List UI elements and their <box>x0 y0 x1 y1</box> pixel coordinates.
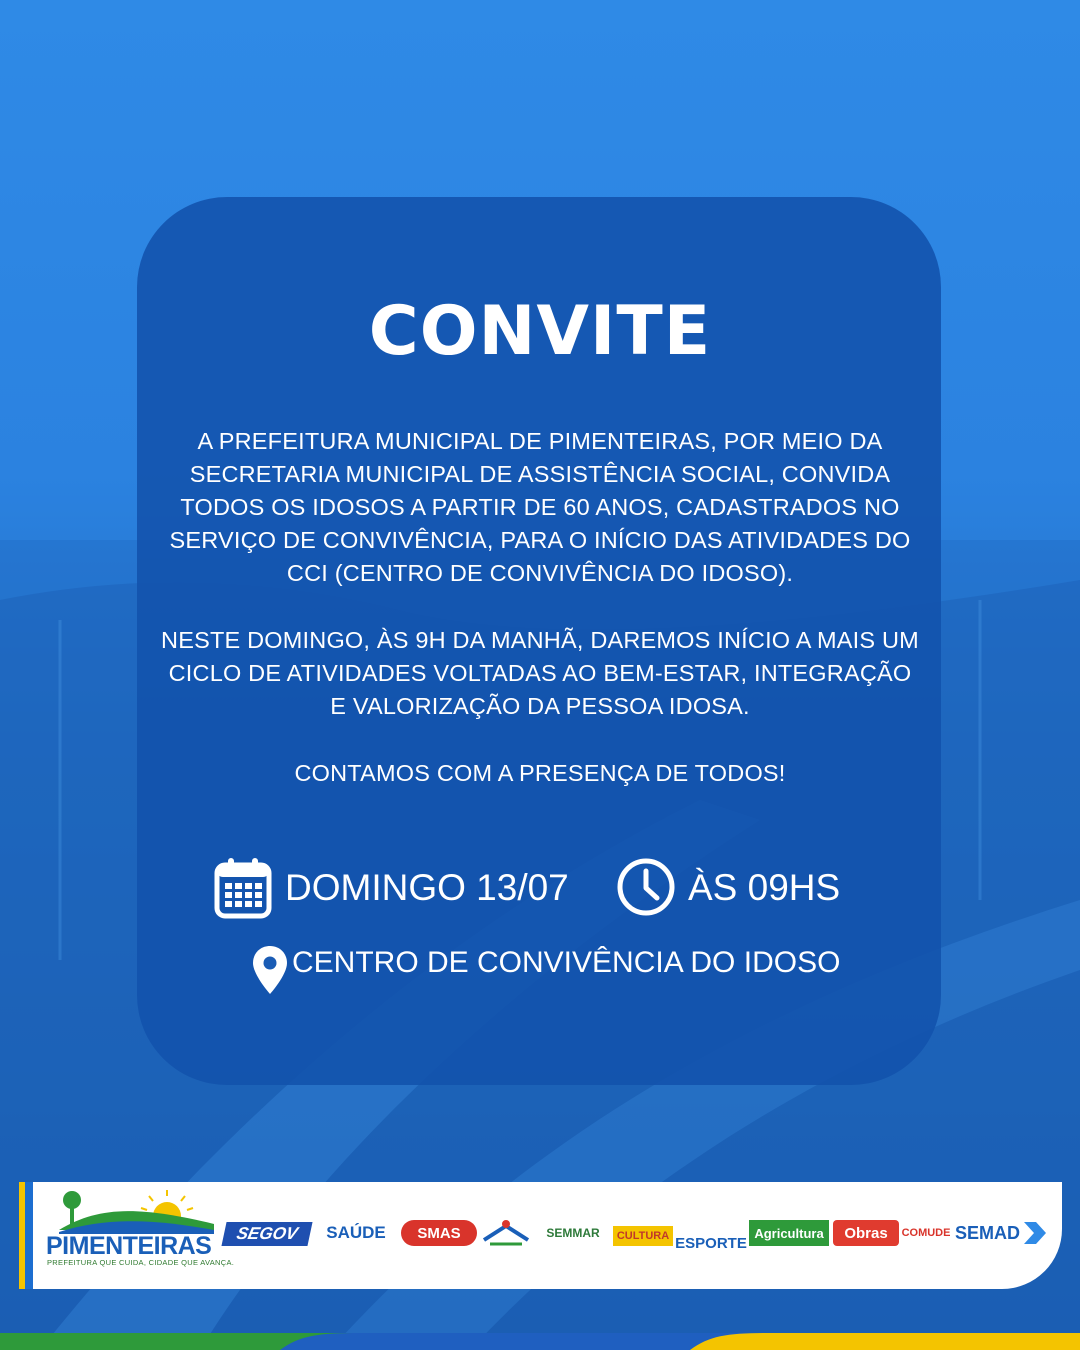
secretariat-logo-smas: SMAS <box>401 1220 477 1246</box>
calendar-icon <box>214 857 272 919</box>
secretariat-logo-semad: SEMAD <box>955 1222 1021 1243</box>
city-logo-emblem <box>49 1186 219 1234</box>
event-location: CENTRO DE CONVIVÊNCIA DO IDOSO <box>292 946 841 979</box>
secretariat-logo-obras: Obras <box>833 1220 899 1246</box>
closing-paragraph: CONTAMOS COM A PRESENÇA DE TODOS! <box>294 760 786 786</box>
page-title: CONVITE <box>368 292 712 371</box>
secretariat-logo-semmar: SEMMAR <box>546 1226 600 1240</box>
clock-icon <box>616 857 676 917</box>
schedule-paragraph: NESTE DOMINGO, ÀS 9H DA MANHÃ, DAREMOS INÍCIO A MAIS UM CICLO DE ATIVIDADES VOLTADAS AO BEM-ESTAR, INTEGRAÇÃO E VALORIZAÇÃO DA PESSOA IDOSA. <box>161 627 919 719</box>
secretariat-logo-comude: COMUDE <box>902 1227 950 1239</box>
secretariat-logo-cultura: CULTURA <box>613 1226 673 1246</box>
secretariat-logo-education <box>480 1218 532 1248</box>
secretariat-logo-segov: SEGOV <box>221 1222 312 1246</box>
city-brand-name: PIMENTEIRAS <box>46 1232 212 1260</box>
secretariat-logo-esporte: ESPORTE <box>675 1234 747 1252</box>
event-time: ÀS 09HS <box>688 867 841 908</box>
secretariat-logo-agricultura: Agricultura <box>749 1220 829 1246</box>
invitation-paragraph: A PREFEITURA MUNICIPAL DE PIMENTEIRAS, POR MEIO DA SECRETARIA MUNICIPAL DE ASSISTÊNCIA SOCIAL, CONVIDA TODOS OS IDOSOS A PARTIR DE 60 ANOS, CADASTRADOS NO SERVIÇO DE CONVIVÊNCIA, PARA O INÍCIO DAS ATIVIDADES DO CCI (CENTRO DE CONVIVÊNCIA DO IDOSO). <box>169 428 911 586</box>
footer-logo-bar <box>19 1182 1062 1289</box>
accent-stripe <box>25 1182 33 1289</box>
bottom-color-band <box>0 1333 1080 1350</box>
map-pin-icon <box>252 945 288 995</box>
event-date: DOMINGO 13/07 <box>285 867 569 908</box>
arrow-right-icon <box>1022 1216 1048 1250</box>
secretariat-logo-saude: SAÚDE <box>326 1223 386 1242</box>
city-tagline: PREFEITURA QUE CUIDA, CIDADE QUE AVANÇA. <box>47 1258 235 1267</box>
